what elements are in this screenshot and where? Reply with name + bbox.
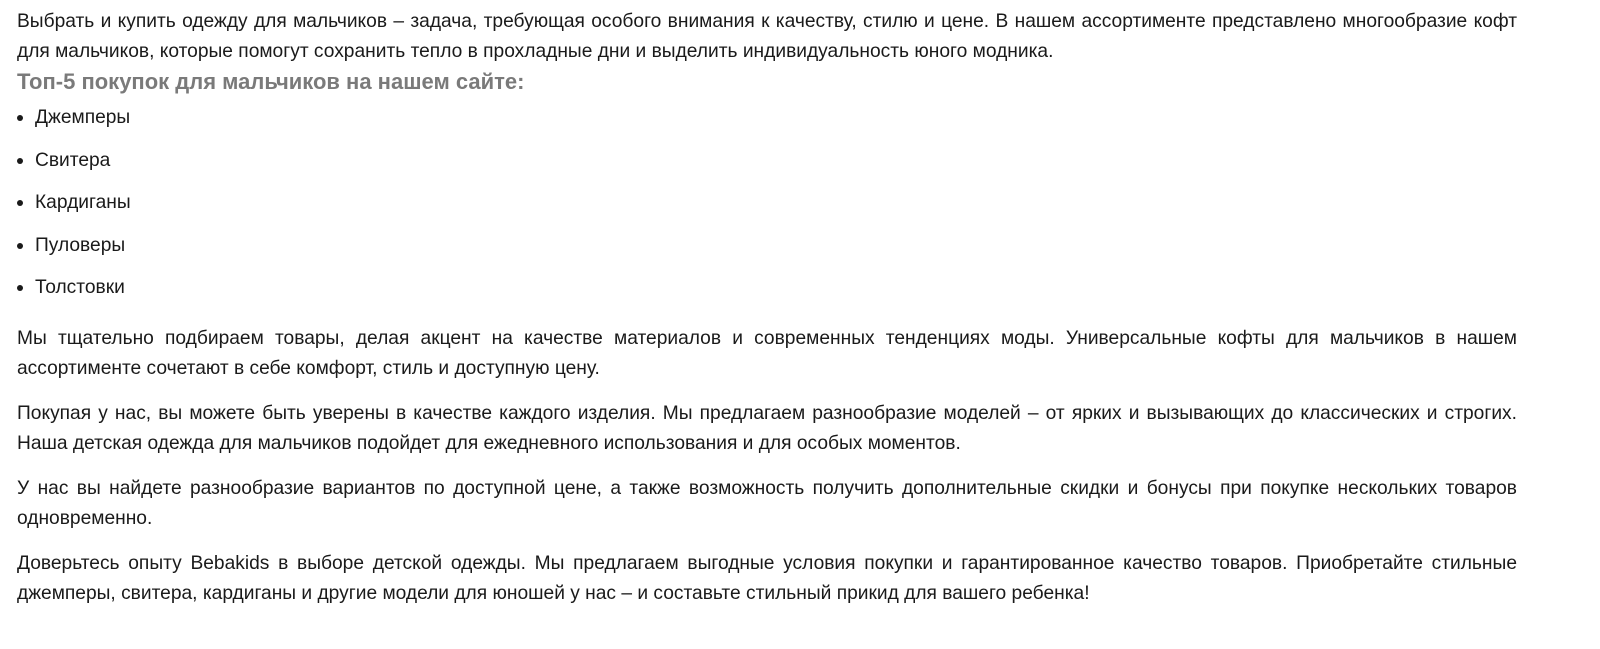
list-item-label: Кардиганы [35,192,131,213]
bullet-icon [17,243,23,249]
list-item [17,103,1517,133]
assurance-paragraph: Покупая у нас, вы можете быть уверены в качестве каждого изделия. Мы предлагаем разнообразие моделей – от ярких и вызывающих до классических и строгих. Наша детская одежда для мальчиков подойдет для ежедневного использования и для особых моментов. [17,403,1517,454]
list-item [17,231,1517,261]
list-item [17,146,1517,176]
discounts-paragraph: У нас вы найдете разнообразие вариантов по доступной цене, а также возможность получить дополнительные скидки и бонусы при покупке нескольких товаров одновременно. [17,478,1517,529]
bullet-icon [17,200,23,206]
top-purchases-list [17,103,1517,303]
trust-paragraph: Доверьтесь опыту Bebakids в выборе детской одежды. Мы предлагаем выгодные условия покупки и гарантированное качество товаров. Приобретайте стильные джемперы, свитера, кардиганы и другие модели для юношей у нас – и составьте стильный прикид для вашего ребенка! [17,553,1517,604]
intro-paragraph: Выбрать и купить одежду для мальчиков – задача, требующая особого внимания к качеству, стилю и цене. В нашем ассортименте представлено многообразие кофт для мальчиков, которые помогут сохранить тепло в прохладные дни и выделить индивидуальность юного модника. [17,11,1517,62]
list-item-label: Джемперы [35,107,131,128]
bullet-icon [17,285,23,291]
top-purchases-heading: Топ-5 покупок для мальчиков на нашем сайте: [17,69,525,94]
list-item-label: Пуловеры [35,234,126,256]
list-item [17,273,1517,303]
list-item-label: Толстовки [35,277,125,298]
bullet-icon [17,115,23,121]
list-item-label: Свитера [35,149,111,171]
article-content [17,7,1517,609]
bullet-icon [17,158,23,164]
list-item [17,188,1517,218]
quality-paragraph: Мы тщательно подбираем товары, делая акцент на качестве материалов и современных тенденциях моды. Универсальные кофты для мальчиков в нашем ассортименте сочетают в себе комфорт, стиль и доступную цену. [17,328,1517,379]
